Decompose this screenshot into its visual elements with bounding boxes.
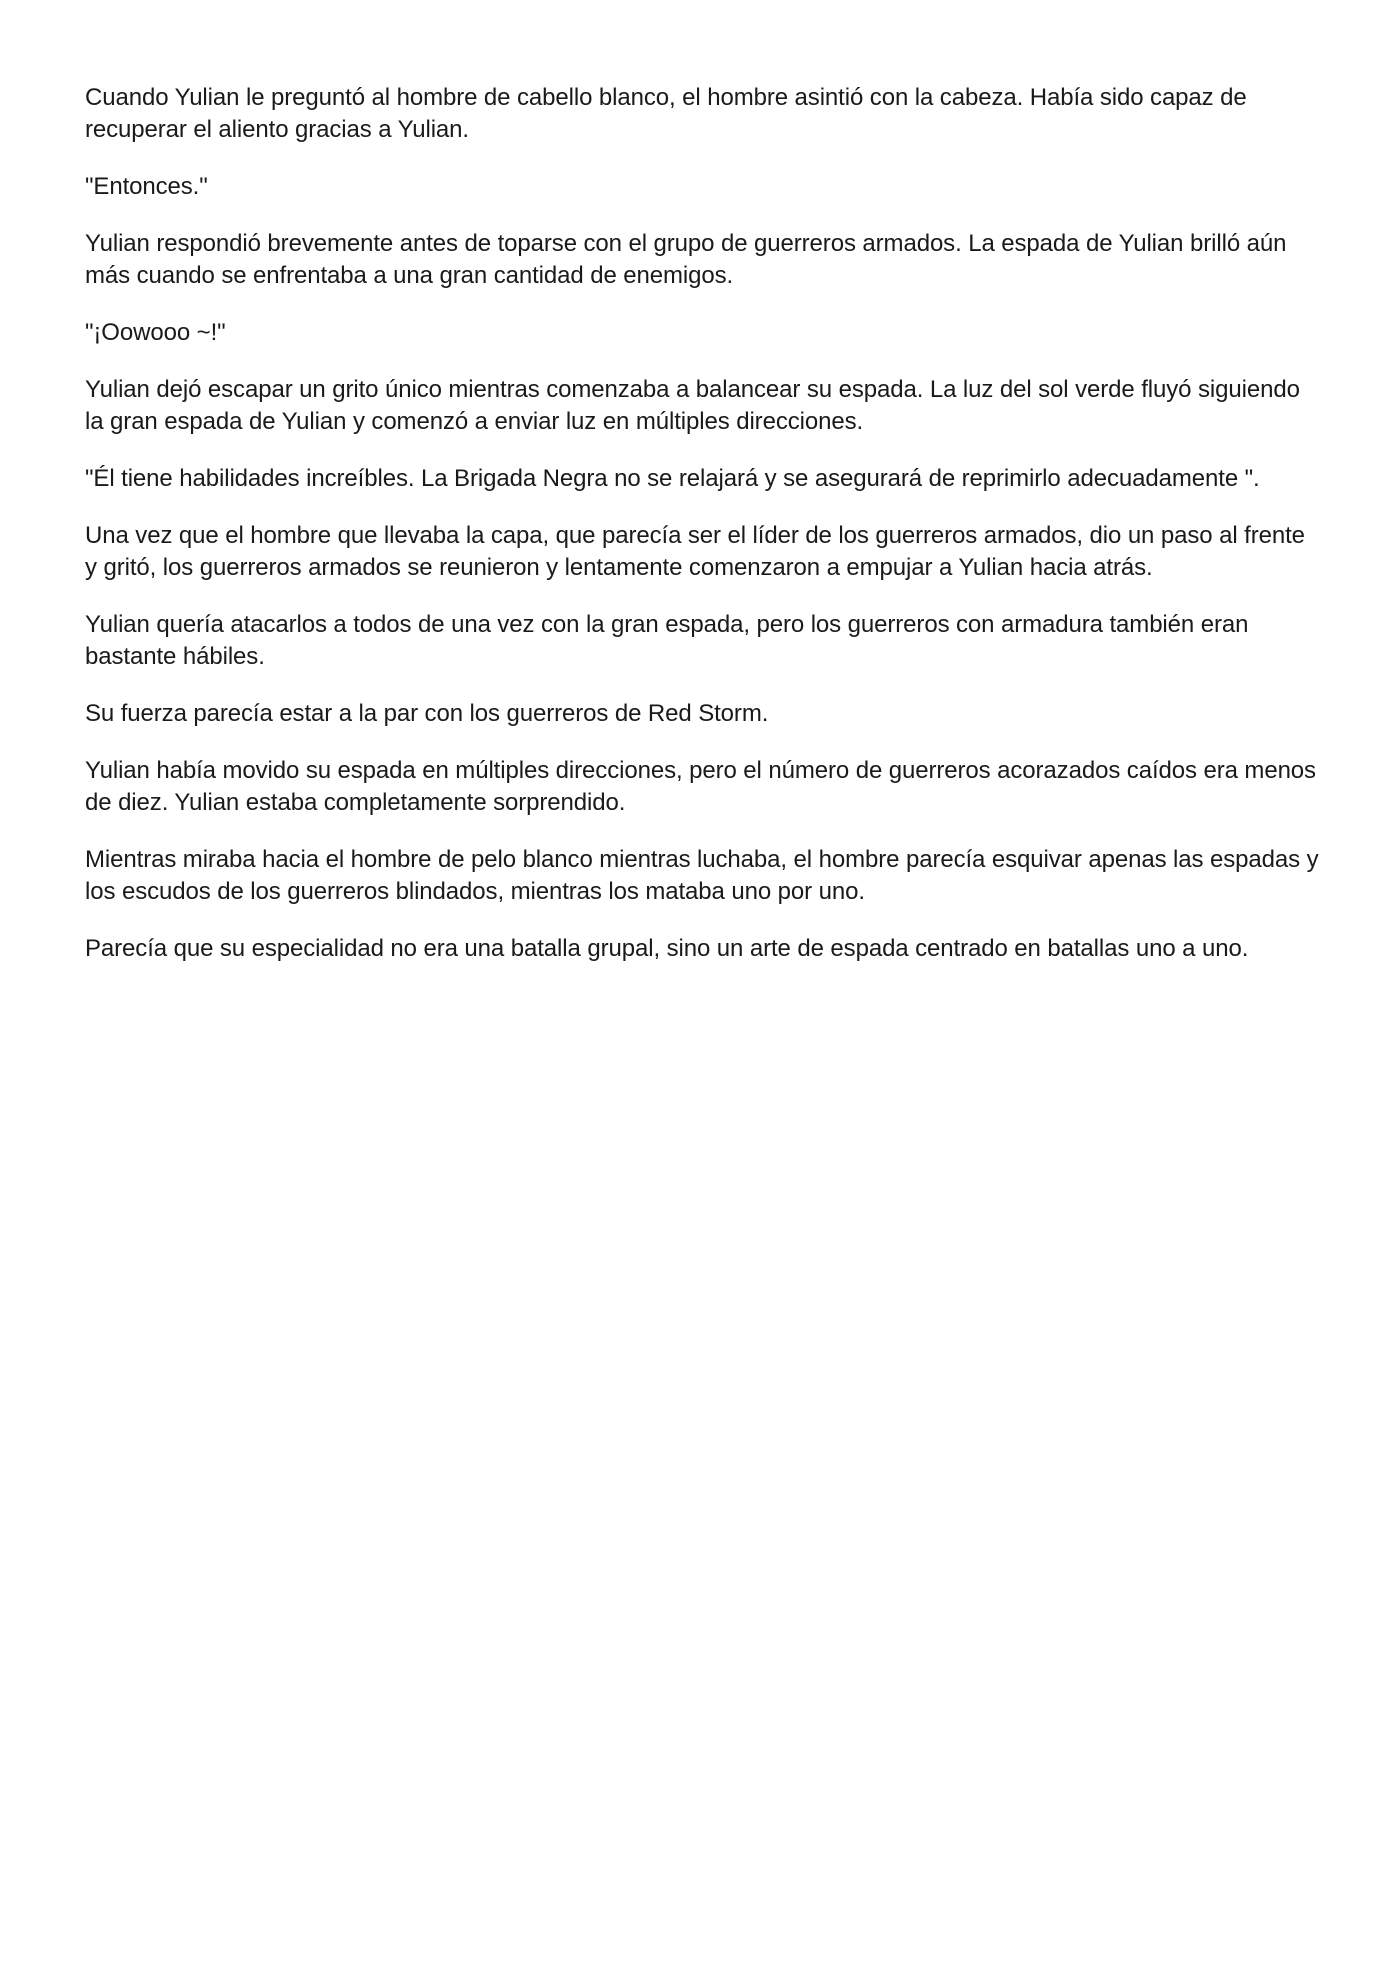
paragraph: "¡Oowooo ~!" bbox=[85, 319, 226, 346]
paragraph: "Entonces." bbox=[85, 173, 208, 200]
paragraph: Yulian dejó escapar un grito único mientras comenzaba a balancear su espada. La luz del sol verde fluyó siguiendo la gran espada de Yulian y comenzó a enviar luz en múltiples direcciones. bbox=[85, 376, 1300, 435]
document-body bbox=[85, 82, 1320, 965]
paragraph: "Él tiene habilidades increíbles. La Brigada Negra no se relajará y se asegurará de reprimirlo adecuadamente ". bbox=[85, 465, 1260, 492]
paragraph: Parecía que su especialidad no era una batalla grupal, sino un arte de espada centrado en batallas uno a uno. bbox=[85, 935, 1249, 962]
paragraph: Yulian quería atacarlos a todos de una vez con la gran espada, pero los guerreros con armadura también eran bastante hábiles. bbox=[85, 611, 1249, 670]
paragraph: Una vez que el hombre que llevaba la capa, que parecía ser el líder de los guerreros armados, dio un paso al frente y gritó, los guerreros armados se reunieron y lentamente comenzaron a empujar a Yulian hacia atrás. bbox=[85, 522, 1305, 581]
paragraph: Cuando Yulian le preguntó al hombre de cabello blanco, el hombre asintió con la cabeza. Había sido capaz de recuperar el aliento gracias a Yulian. bbox=[85, 84, 1247, 143]
paragraph: Mientras miraba hacia el hombre de pelo blanco mientras luchaba, el hombre parecía esquivar apenas las espadas y los escudos de los guerreros blindados, mientras los mataba uno por uno. bbox=[85, 846, 1319, 905]
paragraph: Yulian había movido su espada en múltiples direcciones, pero el número de guerreros acorazados caídos era menos de diez. Yulian estaba completamente sorprendido. bbox=[85, 757, 1316, 816]
paragraph: Su fuerza parecía estar a la par con los guerreros de Red Storm. bbox=[85, 700, 769, 727]
paragraph: Yulian respondió brevemente antes de toparse con el grupo de guerreros armados. La espada de Yulian brilló aún más cuando se enfrentaba a una gran cantidad de enemigos. bbox=[85, 230, 1287, 289]
